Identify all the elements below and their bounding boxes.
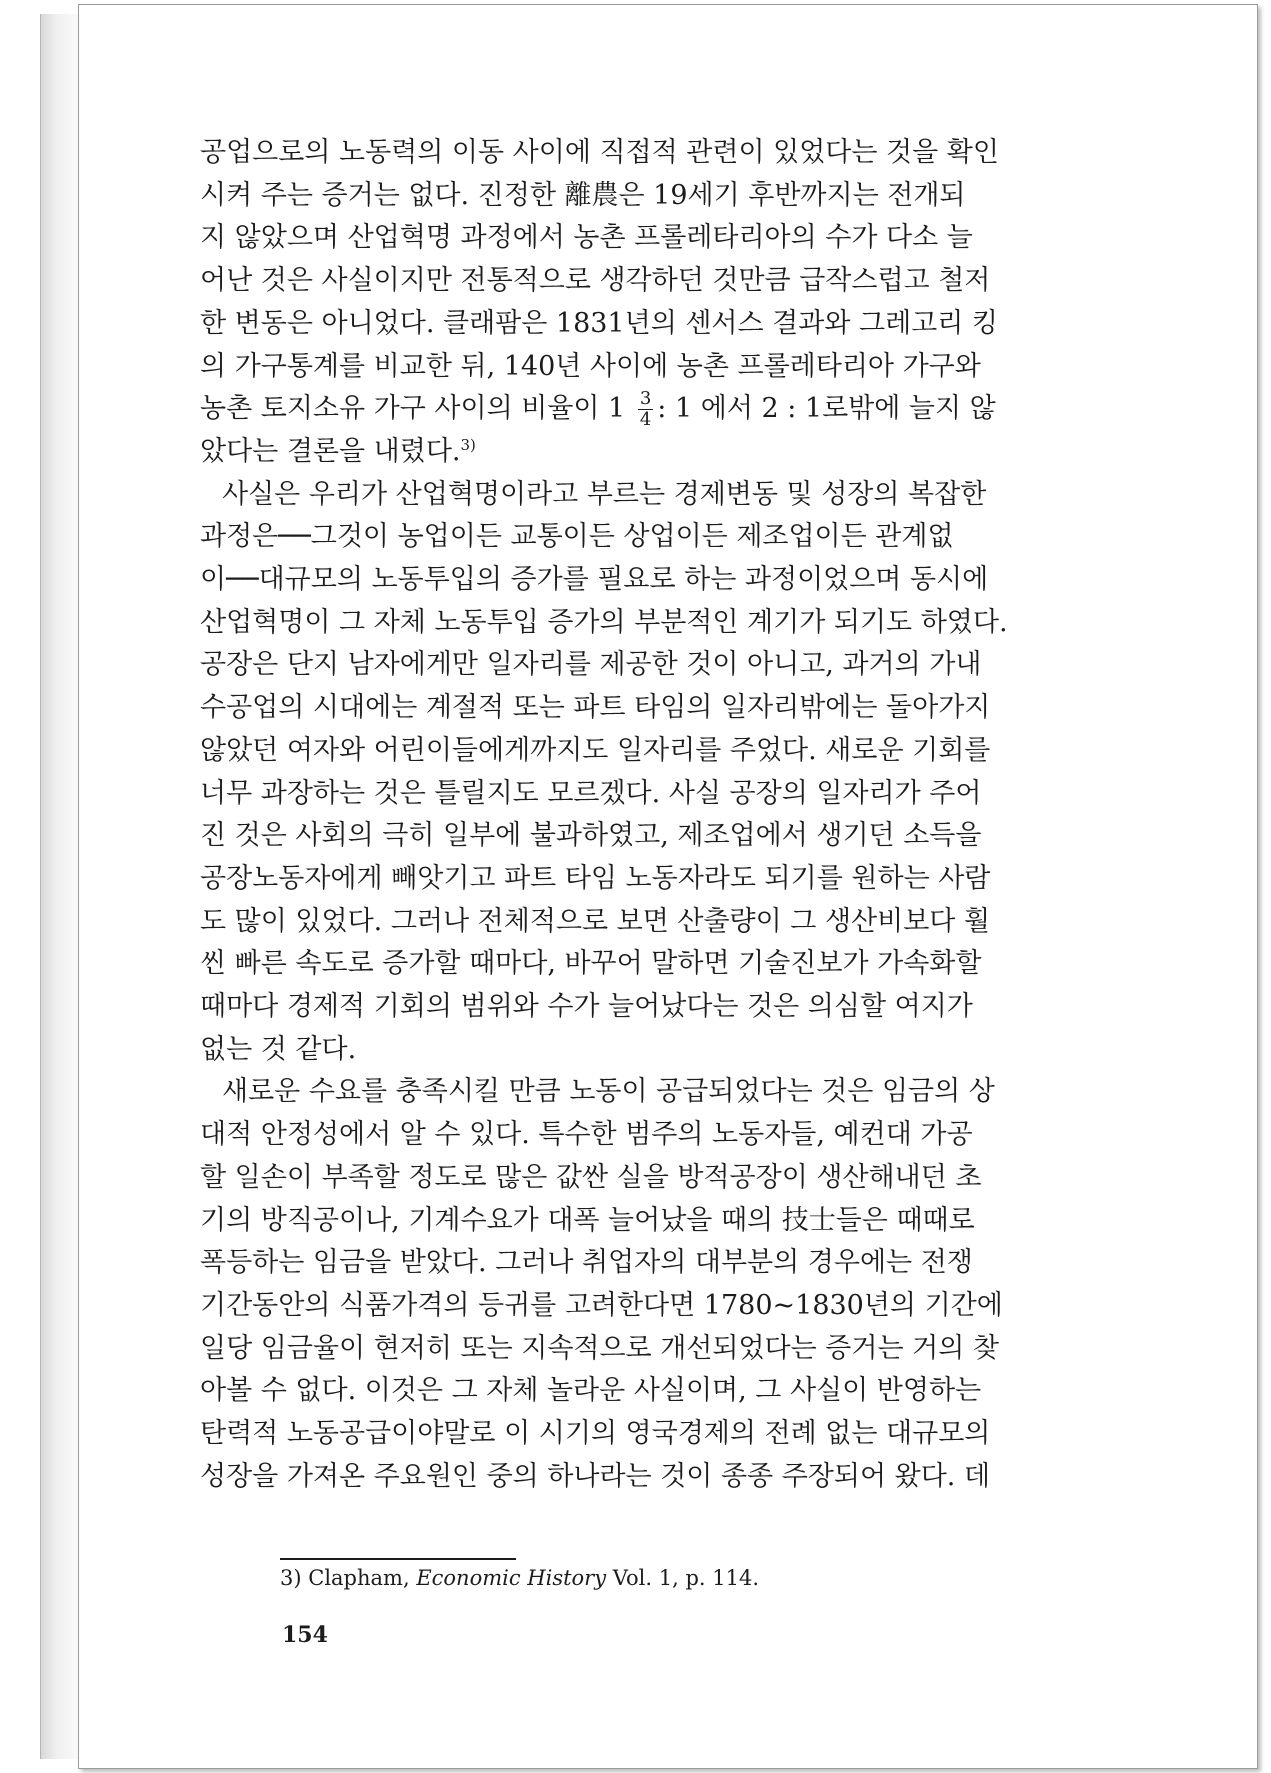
text-line: 씬 빠른 속도로 증가할 때마다, 바꾸어 말하면 기술진보가 가속화할 [200, 948, 982, 980]
text-line: 기의 방직공이나, 기계수요가 대폭 늘어났을 때의 技士들은 때때로 [200, 1204, 975, 1236]
text-line: 지 않았으며 산업혁명 과정에서 농촌 프롤레타리아의 수가 다소 늘 [200, 222, 973, 254]
text-line: 않았던 여자와 어린이들에게까지도 일자리를 주었다. 새로운 기회를 [200, 734, 991, 766]
text-line: 성장을 가져온 주요원인 중의 하나라는 것이 종종 주장되어 왔다. 데 [200, 1460, 991, 1492]
text-line: 과정은──그것이 농업이든 교통이든 상업이든 제조업이든 관계없 [200, 521, 954, 553]
footnote-author: Clapham, [308, 1566, 410, 1590]
page-number: 154 [282, 1622, 328, 1648]
text-line: 아볼 수 없다. 이것은 그 자체 놀라운 사실이며, 그 사실이 반영하는 [200, 1375, 982, 1407]
text-line: 어난 것은 사실이지만 전통적으로 생각하던 것만큼 급작스럽고 철저 [200, 265, 991, 297]
fraction-line-before: 농촌 토지소유 가구 사이의 비율이 1 [200, 393, 626, 425]
fraction-denominator: 4 [639, 409, 652, 431]
fraction [638, 389, 653, 430]
text-line: 진 것은 사회의 극히 일부에 불과하였고, 제조업에서 생기던 소득을 [200, 820, 982, 852]
text-line: 한 변동은 아니었다. 클래팜은 1831년의 센서스 결과와 그레고리 킹 [200, 307, 999, 339]
text-line: 공장은 단지 남자에게만 일자리를 제공한 것이 아니고, 과거의 가내 [200, 649, 982, 681]
text-line: 폭등하는 임금을 받았다. 그러나 취업자의 대부분의 경우에는 전쟁 [200, 1247, 973, 1279]
text-line: 때마다 경제적 기회의 범위와 수가 늘어났다는 것은 의심할 여지가 [200, 991, 973, 1023]
text-line: 시켜 주는 증거는 없다. 진정한 離農은 19세기 후반까지는 전개되 [200, 179, 966, 211]
footnote-rest: Vol. 1, p. 114. [612, 1566, 759, 1590]
text-line: 의 가구통계를 비교한 뒤, 140년 사이에 농촌 프롤레타리아 가구와 [200, 350, 981, 382]
text-line: 도 많이 있었다. 그러나 전체적으로 보면 산출량이 그 생산비보다 훨 [200, 905, 991, 937]
paragraph-1 [200, 132, 1130, 474]
text-line: 일당 임금율이 현저히 또는 지속적으로 개선되었다는 증거는 거의 찾 [200, 1332, 999, 1364]
text-line: 기간동안의 식품가격의 등귀를 고려한다면 1780~1830년의 기간에 [200, 1289, 1003, 1321]
text-line: 너무 과장하는 것은 틀릴지도 모르겠다. 사실 공장의 일자리가 주어 [200, 777, 982, 809]
book-edge [40, 14, 79, 1759]
text-line: 없는 것 같다. [200, 1033, 357, 1065]
text-line: 대적 안정성에서 알 수 있다. 특수한 범주의 노동자들, 예컨대 가공 [200, 1119, 973, 1151]
text-line: 이──대규모의 노동투입의 증가를 필요로 하는 과정이었으며 동시에 [200, 564, 989, 596]
text-line: 사실은 우리가 산업혁명이라고 부르는 경제변동 및 성장의 복잡한 [222, 478, 987, 510]
text-line [200, 431, 1130, 474]
paragraph-2 [200, 474, 1130, 1072]
fraction-numerator: 3 [639, 388, 652, 410]
paragraph-3 [200, 1071, 1130, 1498]
text-line: 산업혁명이 그 자체 노동투입 증가의 부분적인 계기가 되기도 하였다. [200, 606, 1008, 638]
text-line: 할 일손이 부족할 정도로 많은 값싼 실을 방적공장이 생산해내던 초 [200, 1161, 982, 1193]
text-line: 공업으로의 노동력의 이동 사이에 직접적 관련이 있었다는 것을 확인 [200, 137, 999, 168]
closing-text: 았다는 결론을 내렸다. [200, 435, 461, 467]
body-text [200, 132, 1130, 1499]
footnote [280, 1566, 759, 1590]
text-line: 공장노동자에게 빼앗기고 파트 타임 노동자라도 되기를 원하는 사람 [200, 862, 991, 894]
footnote-title: Economic History [416, 1566, 607, 1590]
footnote-divider [280, 1558, 516, 1560]
footnote-marker: 3) [280, 1566, 302, 1590]
text-line: 수공업의 시대에는 계절적 또는 파트 타임의 일자리밖에는 돌아가지 [200, 692, 991, 724]
fraction-line-after: : 1 에서 2 : 1로밖에 늘지 않 [657, 393, 996, 425]
text-line-with-fraction [200, 388, 1130, 431]
text-line: 탄력적 노동공급이야말로 이 시기의 영국경제의 전례 없는 대규모의 [200, 1418, 991, 1450]
footnote-reference: 3) [460, 435, 476, 454]
text-line: 새로운 수요를 충족시킬 만큼 노동이 공급되었다는 것은 임금의 상 [222, 1076, 995, 1108]
